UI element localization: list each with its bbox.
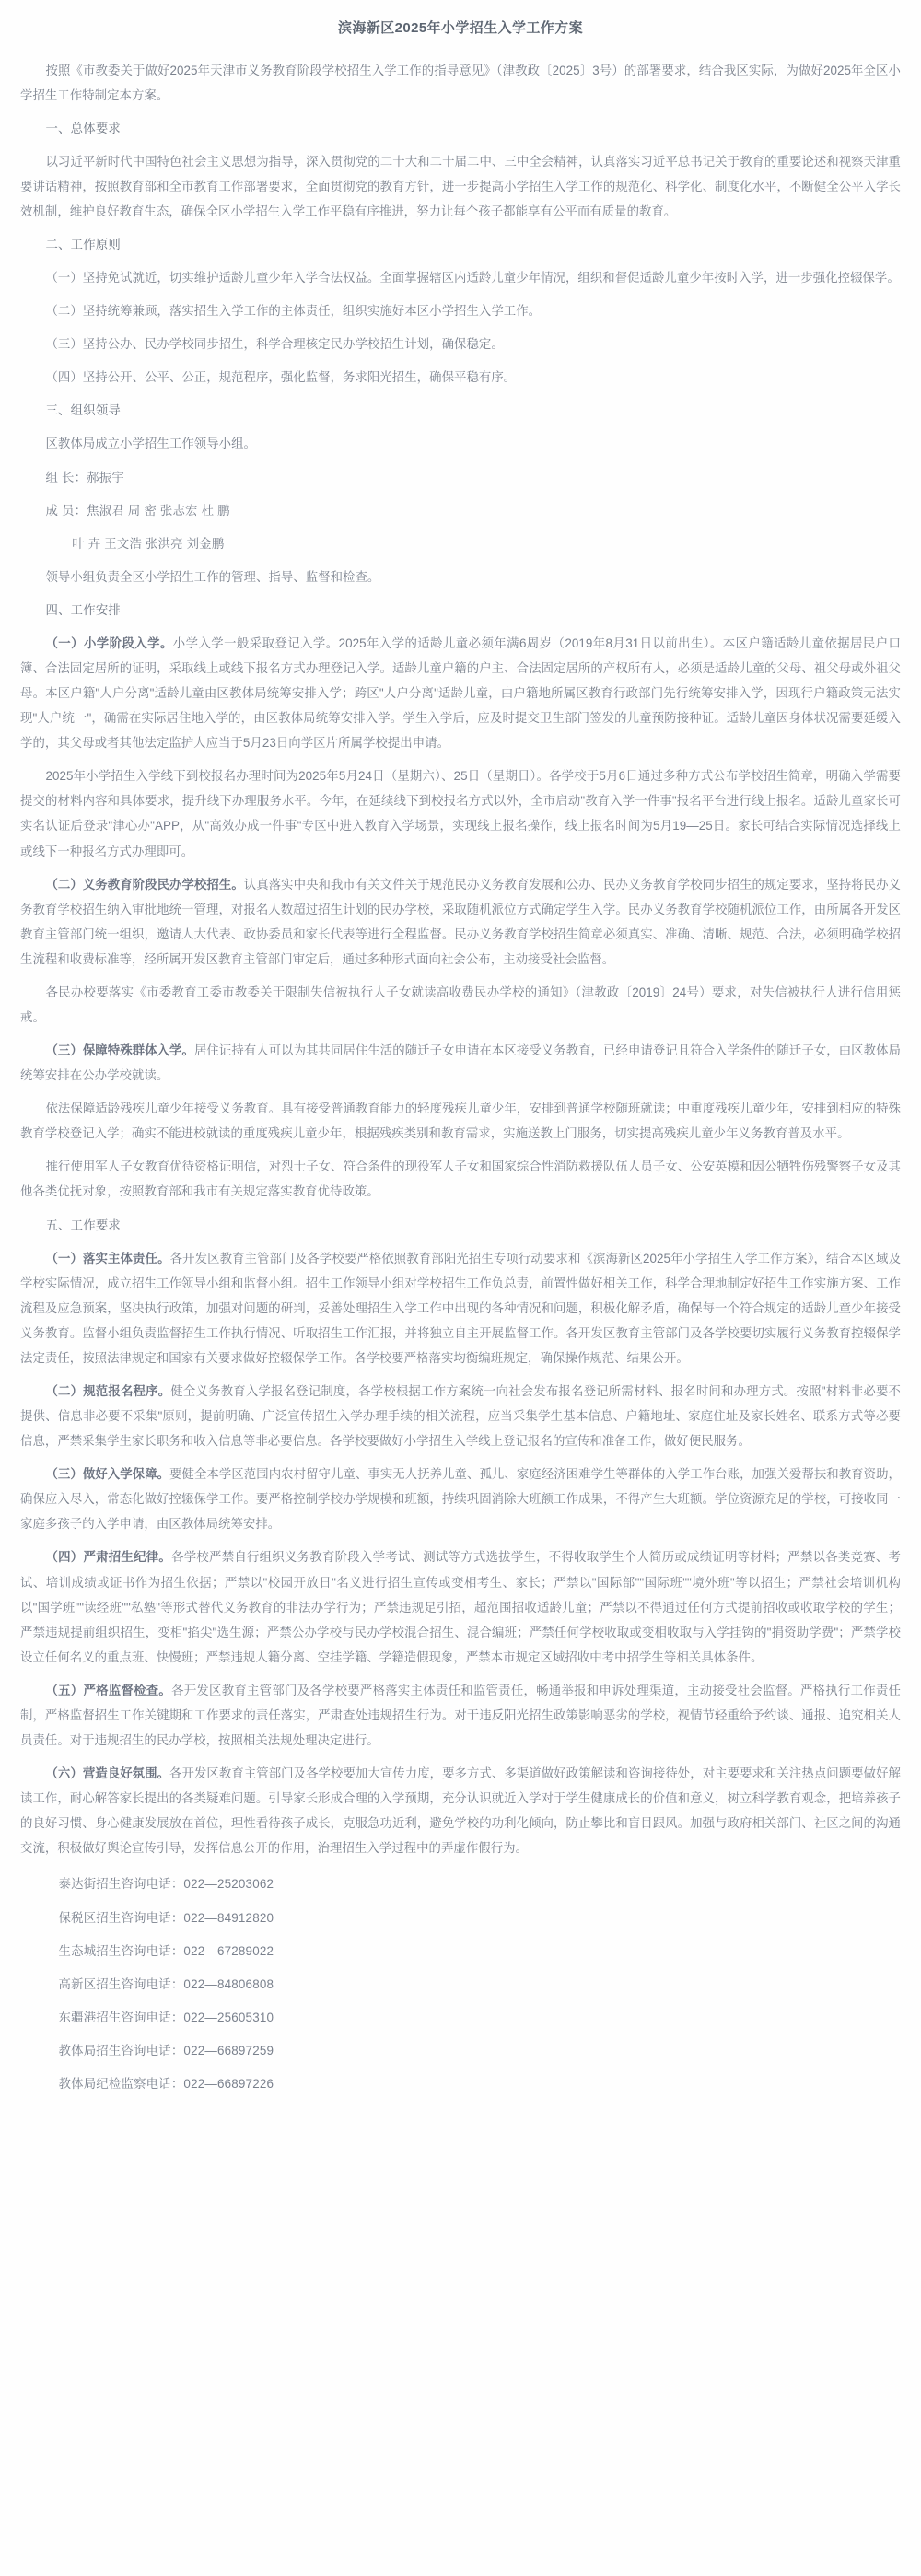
requirement-item-3-label: （三）做好入学保障。 — [45, 1467, 170, 1482]
requirement-item-1 — [20, 1246, 901, 1370]
arrangement-item-3 — [20, 1038, 901, 1088]
telephone-dongjiang-port: 东疆港招生咨询电话：022—25605310 — [58, 2010, 274, 2024]
arrangement-item-1-body: 小学入学一般采取登记入学。2025年入学的适龄儿童必须年满6周岁（2019年8月31日以前出生）。本区户籍适龄儿童依据居民户口簿、合法固定居所的证明，采取线上或线下报名方式办理登记入学。适龄儿童户籍的户主、合法固定居所的产权所有人，必须是适龄儿童的父母、祖父母或外祖父母。本区户籍"人户分离"适龄儿童由区教体局统筹安排入学；跨区"人户分离"适龄儿童，由户籍地所属区教育行政部门先行统筹安排入学，因现行户籍政策无法实现"人户统一"，确需在实际居住地入学的，由区教体局统筹安排入学。学生入学后，应及时提交卫生部门签发的儿童预防接种证。适龄儿童因身体状况需要延缓入学的，其父母或者其他法定监护人应当于5月23日向学区片所属学校提出申请。 — [20, 635, 901, 751]
roster-members-line-1: 成 员：焦淑君 周 密 张志宏 杜 鹏 — [45, 503, 230, 518]
roster-group-leader: 组 长：郝振宇 — [45, 470, 124, 484]
requirement-item-4-body: 各学校严禁自行组织义务教育阶段入学考试、测试等方式选拔学生，不得收取学生个人简历或成绩证明等材料；严禁以各类竞赛、考试、培训成绩或证书作为招生依据；严禁以"校园开放日"名义进行招生宣传或变相考生、家长；严禁以"国际部""国际班""境外班"等以招生；严禁社会培训机构以"国学班""读经班""私塾"等形式替代义务教育的非法办学行为；严禁违规足引招，超范围招收适龄儿童；严禁以不得通过任何方式提前招收或收取学校的学生；严禁违规提前组织招生，变相"掐尖"选生源；严禁公办学校与民办学校混合招生、混合编班；严禁任何学校收取或变相收取与入学挂钩的"捐资助学费"；严禁学校设立任何名义的重点班、快慢班；严禁违规人籍分离、空挂学籍、学籍造假现象，严禁本市规定区域招收中考中招学生等相关具体条件。 — [20, 1550, 902, 1664]
requirement-item-3-body: 要健全本学区范围内农村留守儿童、事实无人抚养儿童、孤儿、家庭经济困难学生等群体的入学工作台账，加强关爱帮扶和教育资助，确保应入尽入，常态化做好控辍保学工作。要严格控制学校办学规模和班额，持续巩固消除大班额工作成果，不得产生大班额。学位资源充足的学校，可接收同一家庭多孩子的入学申请，由区教体局统筹安排。 — [20, 1467, 901, 1532]
requirement-item-2 — [20, 1379, 901, 1453]
arrangement-item-3-cont-a: 依法保障适龄残疾儿童少年接受义务教育。具有接受普通教育能力的轻度残疾儿童少年，安排到普通学校随班就读；中重度残疾儿童少年，安排到相应的特殊教育学校登记入学；确实不能进校就读的重度残疾儿童少年，根据残疾类别和教育需求，实施送教上门服务，切实提高残疾儿童少年义务教育普及水平。 — [20, 1102, 901, 1141]
section-heading-work-requirements: 五、工作要求 — [45, 1218, 122, 1232]
telephone-education-bureau-discipline: 教体局纪检监察电话：022—66897226 — [58, 2076, 274, 2091]
principle-item-3: （三）坚持公办、民办学校同步招生，科学合理核定民办学校招生计划，确保稳定。 — [45, 337, 504, 352]
arrangement-item-3-cont-b: 推行使用军人子女教育优待资格证明信，对烈士子女、符合条件的现役军人子女和国家综合性消防救援队伍人员子女、公安英模和因公牺牲伤残警察子女及其他各类优抚对象，按照教育部和我市有关规定落实教育优待政策。 — [20, 1160, 901, 1199]
requirement-item-4 — [20, 1544, 901, 1669]
principle-item-2: （二）坚持统筹兼顾，落实招生入学工作的主体责任，组织实施好本区小学招生入学工作。 — [45, 304, 542, 319]
leadership-duties: 领导小组负责全区小学招生工作的管理、指导、监督和检查。 — [45, 569, 380, 584]
arrangement-item-3-body: 居住证持有人可以为其共同居住生活的随迁子女申请在本区接受义务教育，已经申请登记且符合入学条件的随迁子女，由区教体局统筹安排在公办学校就读。 — [20, 1043, 901, 1083]
requirement-item-2-label: （二）规范报名程序。 — [45, 1384, 171, 1399]
arrangement-item-2-cont: 各民办校要落实《市委教育工委市教委关于限制失信被执行人子女就读高收费民办学校的通知》（津教政〔2019〕24号）要求，对失信被执行人进行信用惩戒。 — [20, 985, 901, 1024]
arrangement-item-2-label: （二）义务教育阶段民办学校招生。 — [45, 877, 244, 892]
section-heading-work-principles: 二、工作原则 — [45, 237, 122, 251]
principle-item-1: （一）坚持免试就近，切实维护适龄儿童少年入学合法权益。全面掌握辖区内适龄儿童少年情况，组织和督促适龄儿童少年按时入学，进一步强化控辍保学。 — [45, 271, 900, 286]
roster-members-line-2: 叶 卉 王文浩 张洪亮 刘金鹏 — [72, 536, 225, 551]
requirement-item-6 — [20, 1761, 901, 1860]
requirement-item-5-label: （五）严格监督检查。 — [45, 1683, 172, 1697]
requirement-item-1-body: 各开发区教育主管部门及各学校要严格依照教育部阳光招生专项行动要求和《滨海新区2025年小学招生入学工作方案》，结合本区域及学校实际情况，成立招生工作领导小组和监督小组。招生工作领导小组对学校招生工作负总责，前置性做好相关工作，科学合理地制定好招生工作实施方案、工作流程及应急预案，坚决执行政策，加强对问题的研判，妥善处理招生入学工作中出现的各种情况和问题，积极化解矛盾，确保每一个符合规定的适龄儿童少年接受义务教育。监督小组负责监督招生工作执行情况、听取招生工作汇报，并将独立自主开展监督工作。各开发区教育主管部门及各学校要切实履行义务教育控辍保学法定责任，按照法律规定和国家有关要求做好控辍保学工作。各学校要严格落实均衡编班规定，确保操作规范、结果公开。 — [20, 1251, 902, 1365]
arrangement-item-2-body: 认真落实中央和我市有关文件关于规范民办义务教育发展和公办、民办义务教育学校同步招生的规定要求，坚持将民办义务教育学校招生纳入审批地统一管理，对报名人数超过招生计划的民办学校，采取随机派位方式确定学生入学。民办义务教育学校随机派位工作，由所属各开发区教育主管部门统一组织，邀请人大代表、政协委员和家长代表等进行全程监督。民办义务教育学校招生简章必须真实、准确、清晰、规范、合法，必须明确学校招生流程和收费标准等，经所属开发区教育主管部门审定后，通过多种形式面向社会公布，主动接受社会监督。 — [20, 877, 901, 966]
requirement-item-6-label: （六）营造良好氛围。 — [45, 1766, 170, 1781]
telephone-high-tech-zone: 高新区招生咨询电话：022—84806808 — [58, 1976, 274, 1991]
arrangement-item-1-label: （一）小学阶段入学。 — [45, 635, 173, 650]
requirement-item-5 — [20, 1678, 901, 1753]
telephone-education-bureau-admissions: 教体局招生咨询电话：022—66897259 — [58, 2043, 274, 2057]
requirement-item-5-body: 各开发区教育主管部门及各学校要严格落实主体责任和监管责任，畅通举报和申诉处理渠道，主动接受社会监督。严格执行工作责任制，严格监督招生工作关键期和工作要求的责任落实，严肃查处违规招生行为。对于违反阳光招生政策影响恶劣的学校，视情节轻重给予约谈、通报、追究相关人员责任。对于违规招生的民办学校，按照相关法规处理决定进行。 — [20, 1683, 902, 1748]
telephone-taida-street: 泰达街招生咨询电话：022—25203062 — [58, 1877, 274, 1892]
leadership-group-statement: 区教体局成立小学招生工作领导小组。 — [45, 437, 256, 451]
section-heading-work-arrangements: 四、工作安排 — [45, 602, 122, 617]
principle-item-4: （四）坚持公开、公平、公正，规范程序，强化监督，务求阳光招生，确保平稳有序。 — [45, 370, 517, 385]
section-heading-overall-requirements: 一、总体要求 — [45, 121, 122, 135]
page-title: 滨海新区2025年小学招生入学工作方案 — [338, 20, 583, 36]
arrangement-item-1-cont: 2025年小学招生入学线下到校报名办理时间为2025年5月24日（星期六）、25日（星期日）。各学校于5月6日通过多种方式公布学校招生简章，明确入学需要提交的材料内容和具体要求，提升线下办理服务水平。今年，在延续线下到校报名方式以外，全市启动"教育入学一件事"报名平台进行线上报名。适龄儿童家长可实名认证后登录"津心办"APP，从"高效办成一件事"专区中进入教育入学场景，实现线上报名操作，线上报名时间为5月19—25日。家长可结合实际情况选择线上或线下一种报名方式办理即可。 — [20, 769, 901, 858]
section-heading-organization-leadership: 三、组织领导 — [45, 403, 122, 418]
requirement-item-4-label: （四）严肃招生纪律。 — [45, 1550, 172, 1565]
requirement-item-2-body: 健全义务教育入学报名登记制度，各学校根据工作方案统一向社会发布报名登记所需材料、报名时间和办理方式。按照"材料非必要不提供、信息非必要不采集"原则，提前明确、广泛宣传招生入学办理手续的相关流程，应当采集学生基本信息、户籍地址、家庭住址及家长姓名、联系方式等必要信息，严禁采集学生家长职务和收入信息等非必要信息。各学校要做好小学招生入学线上登记报名的宣传和准备工作，做好便民服务。 — [20, 1384, 901, 1449]
paragraph-overall-requirements: 以习近平新时代中国特色社会主义思想为指导，深入贯彻党的二十大和二十届二中、三中全会精神，认真落实习近平总书记关于教育的重要论述和视察天津重要讲话精神，按照教育部和全市教育工作部署要求，全面贯彻党的教育方针，进一步提高小学招生入学工作的规范化、科学化、制度化水平，不断健全公平入学长效机制，维护良好教育生态，确保全区小学招生入学工作平稳有序推进，努力让每个孩子都能享有公平而有质量的教育。 — [20, 154, 901, 218]
requirement-item-1-label: （一）落实主体责任。 — [45, 1251, 170, 1265]
arrangement-item-3-label: （三）保障特殊群体入学。 — [45, 1043, 194, 1058]
requirement-item-6-body: 各开发区教育主管部门及各学校要加大宣传力度，要多方式、多渠道做好政策解读和咨询接待处，对主要要求和关注热点问题要做好解读工作，耐心解答家长提出的各类疑难问题。引导家长形成合理的入学预期，充分认识就近入学对于学生健康成长的价值和意义，树立科学教育观念，把培养孩子的良好习惯、身心健康发展放在首位，理性看待孩子成长，克服急功近利，避免学校的功利化倾向，防止攀比和盲目跟风。加强与政府相关部门、社区之间的沟通交流，积极做好舆论宣传引导，发挥信息公开的作用，治理招生入学过程中的弄虚作假行为。 — [20, 1766, 901, 1856]
arrangement-item-1 — [20, 631, 901, 755]
telephone-bonded-area: 保税区招生咨询电话：022—84912820 — [58, 1910, 274, 1925]
requirement-item-3 — [20, 1462, 901, 1536]
arrangement-item-2 — [20, 872, 901, 972]
telephone-eco-city: 生态城招生咨询电话：022—67289022 — [58, 1943, 274, 1958]
preamble-paragraph: 按照《市教委关于做好2025年天津市义务教育阶段学校招生入学工作的指导意见》（津教政〔2025〕3号）的部署要求，结合我区实际，为做好2025年全区小学招生工作特制定本方案。 — [20, 63, 901, 102]
